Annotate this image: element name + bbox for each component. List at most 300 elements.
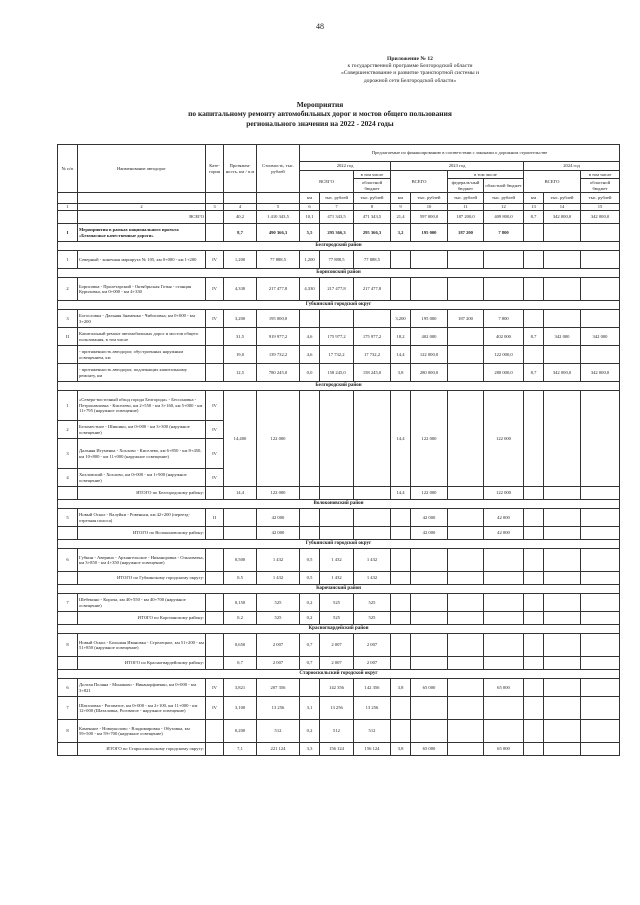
table-cell: 0,2 [300,720,320,743]
table-cell [544,224,581,242]
table-cell: 122 000,0 [484,346,524,364]
table-row [58,251,620,269]
table-cell [206,594,224,612]
table-cell [448,572,484,585]
table-cell: 0,7 [300,657,320,670]
table-cell [448,697,484,720]
table-cell [58,487,78,500]
table-cell: 65 000 [411,679,448,697]
table-cell [581,527,620,540]
table-body [58,211,620,756]
table-cell: 2 007 [257,634,300,657]
column-number: 13 [524,204,544,211]
road-name: Новый Оскол - Большая Ивановка - Стрелецкое, км 51+200 - км 51+850 (наружное освещение) [78,634,206,657]
table-row [58,391,620,421]
column-number: 9 [391,204,411,211]
header-regional-2023: областной бюджет [484,179,524,193]
table-cell: 5,5 [300,224,320,242]
table-cell [544,310,581,328]
table-cell: 42 000 [411,527,448,540]
table-cell [544,657,581,670]
header-length: Протяжен-ность, км / п.м [224,145,257,193]
table-cell: 4,330 [224,278,257,301]
table-cell: IV [206,679,224,697]
table-cell [524,310,544,328]
table-cell [524,549,544,572]
table-cell [484,278,524,301]
total-row [58,527,620,540]
table-cell: 0,500 [224,549,257,572]
header-total-2022: ВСЕГО [300,171,354,193]
table-cell [581,487,620,500]
title-line: по капитальному ремонту автомобильных дорог и мостов общего пользования [188,109,452,119]
road-name: «Северо-восточный обход города Белгорода» - Бессоновка - Петропавловка - Киселево, км 2+550 - км 3+160, км 5+000 - км 11+795 (наружное освещение) [78,391,206,421]
table-cell [448,743,484,756]
table-cell [448,487,484,500]
table-cell: 2 007 [354,657,391,670]
table-cell [391,278,411,301]
page-number: 48 [316,22,324,31]
table-cell [581,549,620,572]
appendix-title: Приложение № 12 [387,56,433,62]
table-cell: 122 000 [257,487,300,500]
table-cell [206,549,224,572]
total-row [58,743,620,756]
table-cell: 2 [58,278,78,301]
table-cell [391,657,411,670]
road-name: Каменное - Новоуколово - Владимировка - Обуховка, км 59+500 - км 59+700 (наружное освещение) [78,720,206,743]
table-cell [544,720,581,743]
table-row [58,224,620,242]
unit-rub: тыс. рублей [484,193,524,204]
table-cell [524,612,544,625]
table-cell: 77 888,5 [257,251,300,269]
table-cell: I [58,224,78,242]
table-cell: 17 732,2 [320,346,354,364]
table-cell [206,487,224,500]
table-cell: 1 [58,391,78,421]
column-number: 14 [544,204,581,211]
table-cell: 471 343,5 [354,211,391,224]
table-cell: 512 [320,720,354,743]
total-row [58,612,620,625]
road-name: Хохловский - Хохлово, км 0+000 - км 1+900 (наружное освещение) [78,469,206,487]
table-cell: 342 000 [581,328,620,346]
table-cell: 0,5 [300,549,320,572]
header-incl-2023: в том числе [448,171,524,179]
column-numbers-row [58,204,620,211]
table-cell: 7 [58,697,78,720]
unit-rub: тыс. рублей [581,193,620,204]
table-cell [524,743,544,756]
table-cell [581,612,620,625]
table-cell [391,509,411,527]
table-cell [544,612,581,625]
table-cell: 2 [58,421,78,439]
section-title: Корочанский район [58,585,620,594]
table-cell [524,679,544,697]
header-funding: Предлагаемые по финансированию в соответствии с законами о дорожном строительстве [300,145,620,162]
table-cell [206,720,224,743]
table-cell: 0,650 [224,634,257,657]
table-cell: 42 000 [257,527,300,540]
table-cell [411,594,448,612]
table-cell [524,391,544,487]
table-cell [391,594,411,612]
table-cell [300,487,320,500]
table-cell: 13 256 [354,697,391,720]
table-cell: 0,2 [300,594,320,612]
table-cell: 122 000 [484,391,524,487]
section-row [58,540,620,549]
table-cell: 0,7 [300,634,320,657]
table-cell [58,364,78,382]
table-cell [411,634,448,657]
table-cell: 7,1 [224,743,257,756]
table-cell: 8,7 [224,224,257,242]
table-cell [391,612,411,625]
table-cell [544,487,581,500]
table-cell [524,346,544,364]
table-cell: 7 800 [484,310,524,328]
table-cell: 158 245,0 [354,364,391,382]
table-cell [524,224,544,242]
section-title: Красногвардейский район [58,625,620,634]
table-cell: 2 007 [320,634,354,657]
table-cell [448,509,484,527]
table-cell: IV [206,278,224,301]
road-name: Дальняя Игуменка - Хохлово - Киселево, км 6+850 - км 8+450, км 10+800 - км 11+000 (наружное освещение) [78,439,206,469]
table-cell [448,527,484,540]
road-name: ИТОГО по Волоконовскому району: [78,527,206,540]
table-row [58,549,620,572]
table-row [58,509,620,527]
table-cell [544,634,581,657]
table-cell: 780 245,0 [257,364,300,382]
table-row [58,720,620,743]
total-row [58,211,620,224]
road-name: - протяженность автодорог, подлежащих капитальному ремонту, км [78,364,206,382]
table-cell: 3 [58,439,78,469]
road-name: Шаталовка - Роговатое, км 0+000 - км 2+100, км 11+000 - км 12+000 (Шаталовка, Роговатое - наружное освещение) [78,697,206,720]
table-cell: 525 [320,612,354,625]
table-cell [448,251,484,269]
table-cell [581,594,620,612]
table-cell: 217 477,8 [320,278,354,301]
unit-rub: тыс. рублей [354,193,391,204]
table-cell: IV [206,469,224,487]
table-cell [58,211,78,224]
table-cell [544,549,581,572]
column-number: 5 [257,204,300,211]
table-cell: 8,7 [524,211,544,224]
table-cell: 139 732,2 [257,346,300,364]
column-number: 6 [300,204,320,211]
header-year-2022: 2022 год [300,162,391,171]
table-cell: 122 000 [484,487,524,500]
section-row [58,242,620,251]
table-cell: 2 007 [257,657,300,670]
header-regional-2022: областной бюджет [354,179,391,193]
table-cell: 0,5 [224,572,257,585]
table-cell: 2 007 [354,634,391,657]
table-cell [58,657,78,670]
table-cell [391,549,411,572]
table-cell [581,634,620,657]
table-cell: 342 000 [544,328,581,346]
column-number: 8 [354,204,391,211]
table-row [58,310,620,328]
table-cell [524,657,544,670]
table-cell: 1 432 [257,572,300,585]
table-row [58,364,620,382]
unit-km: км [300,193,320,204]
table-cell: 6 [58,679,78,697]
table-cell: 3,2 [391,224,411,242]
header-name: Наименование автодорог [78,145,206,193]
appendix-line: к государственной программе Белгородской области [347,63,473,70]
table-cell: 3,100 [224,697,257,720]
table-cell [320,527,354,540]
table-cell: 4 [58,469,78,487]
table-cell: 409 800,0 [484,211,524,224]
total-row [58,657,620,670]
table-cell: 77 888,5 [320,251,354,269]
table-cell [448,549,484,572]
table-cell [544,743,581,756]
table-cell: 207 356 [257,679,300,697]
table-cell: 14,400 [224,391,257,487]
table-cell [448,594,484,612]
table-cell: 142 356 [354,679,391,697]
table-cell [391,527,411,540]
table-cell: 342 000,0 [581,211,620,224]
table-cell [448,657,484,670]
road-name: ИТОГО по Красногвардейскому району: [78,657,206,670]
table-cell: 142 356 [320,679,354,697]
table-cell: 10,1 [300,211,320,224]
header-total-2024: ВСЕГО [524,171,581,193]
table-cell: 187 200 [448,310,484,328]
table-cell [411,251,448,269]
table-cell [544,346,581,364]
table-cell: 3,8 [391,679,411,697]
table-cell [524,572,544,585]
table-cell: 402 000 [484,328,524,346]
table-cell: 525 [257,594,300,612]
column-number: 7 [320,204,354,211]
table-cell: 4,330 [300,278,320,301]
table-cell [581,224,620,242]
table-cell [448,391,484,487]
table-cell [448,634,484,657]
table-cell: 21,4 [391,211,411,224]
table-cell [581,509,620,527]
road-name: ИТОГО по Белгородскому району: [78,487,206,500]
table-cell [300,310,320,328]
section-title: Волоконовский район [58,500,620,509]
table-cell: 7 800 [484,224,524,242]
table-cell: 0,5 [300,572,320,585]
table-cell: 3,821 [224,679,257,697]
table-cell: 0,0 [300,364,320,382]
table-cell [411,278,448,301]
table-row [58,328,620,346]
table-cell: 4,6 [300,328,320,346]
unit-km: км [524,193,544,204]
table-cell: 8,7 [524,328,544,346]
table-cell: 1 432 [320,549,354,572]
table-cell [58,612,78,625]
table-row [58,594,620,612]
table-cell: 0,150 [224,594,257,612]
table-row [58,634,620,657]
road-name: ВСЕГО [78,211,206,224]
table-cell: 195 000,0 [257,310,300,328]
table-cell: 512 [354,720,391,743]
table-cell: 1 [58,251,78,269]
table-cell [391,697,411,720]
table-cell [206,634,224,657]
table-cell: 0,2 [224,612,257,625]
table-cell: 1 432 [354,549,391,572]
road-name: Богословка - Дальняя Знаменка - Чибисовка, км 0+000 - км 3+200 [78,310,206,328]
table-cell [544,697,581,720]
table-cell: IV [206,439,224,469]
table-cell [448,612,484,625]
table-cell: 14,4 [391,346,411,364]
table-cell: 3,200 [391,310,411,328]
table-cell [581,572,620,585]
table-cell [581,697,620,720]
table-cell: 42 000 [484,527,524,540]
table-cell: 7 [58,594,78,612]
table-cell: 280 000,0 [411,364,448,382]
road-name: Новый Оскол - Валуйки - Ровеньки, км 42+200 (переезд-отрезная полоса) [78,509,206,527]
title-line: регионального значения на 2022 - 2024 годы [246,118,394,128]
table-cell [581,346,620,364]
table-cell [581,720,620,743]
table-cell [484,697,524,720]
table-cell: 156 124 [320,743,354,756]
table-row [58,697,620,720]
table-cell: 65 000 [484,743,524,756]
road-name: ИТОГО по Корочанскому району: [78,612,206,625]
column-number: 11 [448,204,484,211]
table-cell: 3,8 [391,364,411,382]
table-cell [224,527,257,540]
header-num: № п/п [58,145,78,193]
table-cell [58,743,78,756]
table-cell: 342 000,0 [544,211,581,224]
table-cell: 512 [257,720,300,743]
header-regional-2024: областной бюджет [581,179,620,193]
table-cell [524,634,544,657]
table-cell: 175 977,2 [320,328,354,346]
table-cell: 525 [320,594,354,612]
table-cell: 0,7 [224,657,257,670]
table-cell [411,572,448,585]
table-cell [484,720,524,743]
total-row [58,572,620,585]
table-row [58,278,620,301]
table-cell: 18,2 [391,328,411,346]
table-cell [524,251,544,269]
column-number: 15 [581,204,620,211]
unit-rub: тыс. рублей [544,193,581,204]
table-cell [581,391,620,487]
table-cell [206,224,224,242]
table-cell [544,391,581,487]
unit-km: км [391,193,411,204]
table-cell [524,487,544,500]
table-cell: 19,0 [224,346,257,364]
table-cell: 187 200 [448,224,484,242]
section-title: Губкинский городской округ [58,301,620,310]
table-cell: 919 977,2 [257,328,300,346]
table-cell: 158 245,0 [320,364,354,382]
table-cell [206,328,224,346]
table-cell: 280 000,0 [484,364,524,382]
table-cell [411,612,448,625]
table-cell: 13 256 [257,697,300,720]
table-cell: 217 477,8 [354,278,391,301]
table-cell [524,697,544,720]
table-cell: 1 432 [257,549,300,572]
table-cell: II [58,328,78,346]
table-cell [411,549,448,572]
table-cell [206,211,224,224]
table-cell: II [206,509,224,527]
section-row [58,382,620,391]
table-row [58,346,620,364]
table-cell: 42 000 [411,509,448,527]
table-cell [544,278,581,301]
table-cell: 3,200 [224,310,257,328]
table-cell [484,594,524,612]
road-name: - протяженность автодорог, обустроенных наружным освещением, км [78,346,206,364]
table-cell [354,487,391,500]
table-cell [300,509,320,527]
table-cell: 295 366,3 [320,224,354,242]
table-cell [484,251,524,269]
table-cell: 12,5 [224,364,257,382]
table-cell: 187 200,0 [448,211,484,224]
table-cell: 8 [58,634,78,657]
table-cell: 8 [58,720,78,743]
table-cell: IV [206,310,224,328]
table-cell [581,310,620,328]
table-cell: 1 410 343,5 [257,211,300,224]
appendix-note [305,56,515,85]
table-cell [391,720,411,743]
column-number: 10 [411,204,448,211]
table-cell [206,657,224,670]
table-cell: 2 007 [320,657,354,670]
table-cell [58,527,78,540]
table-cell: 6 [58,549,78,572]
table-cell [581,743,620,756]
table-cell [58,572,78,585]
header-cost: Стоимость, тыс. рублей [257,145,300,193]
table-cell: 156 124 [354,743,391,756]
table-cell [484,634,524,657]
section-title: Белгородский район [58,242,620,251]
table-cell: 31,5 [224,328,257,346]
table-cell [524,527,544,540]
title-line: Мероприятия [296,100,344,109]
table-cell: 122 000 [411,487,448,500]
